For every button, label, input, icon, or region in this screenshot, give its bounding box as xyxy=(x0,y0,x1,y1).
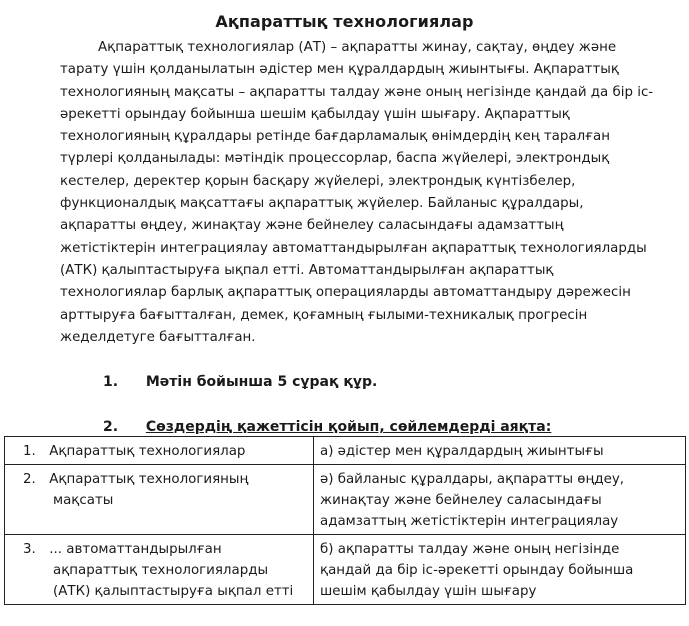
table-cell-right xyxy=(314,535,686,605)
table-cell-right xyxy=(314,465,686,535)
table-cell-left xyxy=(5,465,314,535)
cell-line: ақпараттық технологияларды xyxy=(53,563,269,578)
row-number: 1. xyxy=(23,444,36,459)
paragraph-line: Ақпараттық технологиялар (АТ) – ақпаратты жинау, сақтау, өңдеу және xyxy=(98,40,617,55)
paragraph-line: технологиялар барлық ақпараттық операцияларды автоматтандыру дәрежесін xyxy=(60,285,631,301)
cell-line: 3. ... автоматтандырылған xyxy=(11,539,307,560)
paragraph-line: арттыруға бағытталған, демек, қоғамның ғылыми-техникалық прогресін xyxy=(60,307,588,323)
matching-table xyxy=(4,436,686,605)
document-title: Ақпараттық технологиялар xyxy=(215,12,474,31)
cell-line: қандай да бір іс-әрекетті орындау бойынша xyxy=(320,563,634,578)
task-text: Мәтін бойынша 5 сұрақ құр. xyxy=(145,374,378,390)
main-paragraph xyxy=(60,37,660,349)
paragraph-line: кестелер, деректер қорын басқару жүйелері, электрондық күнтізбелер, xyxy=(60,173,576,189)
cell-line: мақсаты xyxy=(53,493,114,508)
cell-line: жинақтау және бейнелеу саласындағы xyxy=(320,493,602,508)
task-text: Сөздердің қажеттісін қойып, сөйлемдерді аяқта: xyxy=(145,419,552,435)
paragraph-line: жетістіктерін интеграциялау автоматтандырылған ақпараттық технологияларды xyxy=(60,240,647,256)
cell-line: 1. Ақпараттық технологиялар xyxy=(11,441,307,462)
cell-line: а) әдістер мен құралдардың жиынтығы xyxy=(320,444,604,459)
table-cell-left xyxy=(5,437,314,465)
row-number: 3. xyxy=(23,542,36,557)
task-1 xyxy=(103,374,377,390)
task-2 xyxy=(103,419,551,435)
paragraph-line: функционалдық мақсаттағы ақпараттық жүйелер. Байланыс құралдары, xyxy=(60,196,584,212)
task-number: 1. xyxy=(103,374,119,390)
cell-line: шешім қабылдау үшін шығару xyxy=(320,584,537,599)
paragraph-line: технологияның мақсаты – ақпаратты талдау және оның негізінде қандай да бір іс- xyxy=(60,84,654,100)
table-row xyxy=(5,465,686,535)
paragraph-line: әрекетті орындау бойынша шешім қабылдау үшін шығару. Ақпараттық xyxy=(60,106,570,122)
cell-line: (АТК) қалыптастыруға ықпал етті xyxy=(53,584,294,599)
table-row xyxy=(5,535,686,605)
paragraph-line: технологияның құралдары ретінде бағдарламалық өнімдердің кең таралған xyxy=(60,129,611,145)
paragraph-line: (АТК) қалыптастыруға ықпал етті. Автоматтандырылған ақпараттық xyxy=(60,262,554,278)
paragraph-line: тарату үшін қолданылатын әдістер мен құралдардың жиынтығы. Ақпараттық xyxy=(60,62,619,78)
paragraph-line: ақпаратты өңдеу, жинақтау және бейнелеу саласындағы адамзаттың xyxy=(60,218,564,234)
table-cell-right xyxy=(314,437,686,465)
paragraph-line: жеделдетуге бағытталған. xyxy=(60,329,256,345)
paragraph-line: түрлері қолданылады: мәтіндік процессорлар, баспа жүйелері, электрондық xyxy=(60,151,610,167)
cell-line: 2. Ақпараттық технологияның xyxy=(11,469,307,490)
task-number: 2. xyxy=(103,419,119,435)
table-row xyxy=(5,437,686,465)
cell-line: ә) байланыс құралдары, ақпаратты өңдеу, xyxy=(320,472,625,487)
row-number: 2. xyxy=(23,472,36,487)
cell-line: адамзаттың жетістіктерін интеграциялау xyxy=(320,514,619,529)
cell-line: б) ақпаратты талдау және оның негізінде xyxy=(320,542,620,557)
table-cell-left xyxy=(5,535,314,605)
